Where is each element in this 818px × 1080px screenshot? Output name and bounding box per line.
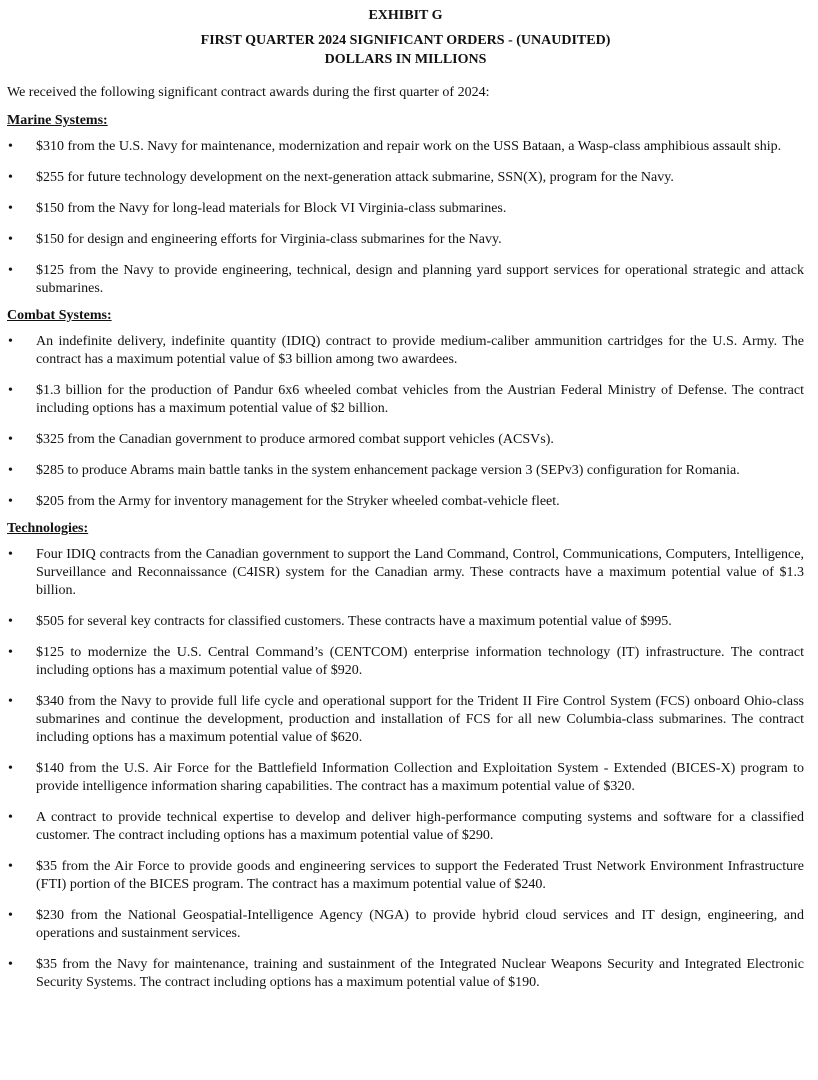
bullet-icon: • xyxy=(8,432,13,447)
bullet-icon: • xyxy=(8,547,13,562)
document-title: FIRST QUARTER 2024 SIGNIFICANT ORDERS - (UNAUDITED) xyxy=(200,33,611,48)
list-item: • $310 from the U.S. Navy for maintenance, modernization and repair work on the USS Bataan, a Wasp-class amphibious assault ship. xyxy=(8,139,782,154)
document-subtitle: DOLLARS IN MILLIONS xyxy=(324,52,487,67)
bullet-icon: • xyxy=(8,859,13,874)
section-heading-technologies: Technologies: xyxy=(7,521,89,536)
list-item: • $205 from the Army for inventory management for the Stryker wheeled combat-vehicle fleet. xyxy=(8,494,560,509)
list-item: • $340 from the Navy to provide full life cycle and operational support for the Trident II Fire Control System (FCS) onboard Ohio-class submarines and continue the development, production and installation of FCS for all new Columbia-class submarines. The contract including options has a maximum potential value of $620. xyxy=(8,694,804,745)
bullet-icon: • xyxy=(8,761,13,776)
list-item: • $505 for several key contracts for classified customers. These contracts have a maximum potential value of $995. xyxy=(8,614,672,629)
list-item: • $150 for design and engineering efforts for Virginia-class submarines for the Navy. xyxy=(8,232,502,247)
list-item: • An indefinite delivery, indefinite quantity (IDIQ) contract to provide medium-caliber ammunition cartridges for the U.S. Army. The contract has a maximum potential value of $3 billion among two awardees. xyxy=(8,334,804,367)
list-item: • A contract to provide technical expertise to develop and deliver high-performance computing systems and software for a classified customer. The contract including options has a maximum potential value of $290. xyxy=(8,810,804,843)
bullet-icon: • xyxy=(8,383,13,398)
list-item: • $125 to modernize the U.S. Central Command’s (CENTCOM) enterprise information technology (IT) infrastructure. The contract including options has a maximum potential value of $920. xyxy=(8,645,804,678)
marine-items-list xyxy=(7,138,804,298)
exhibit-label: EXHIBIT G xyxy=(368,8,443,23)
technologies-items-list xyxy=(7,546,804,992)
list-item: • $1.3 billion for the production of Pandur 6x6 wheeled combat vehicles from the Austrian Federal Ministry of Defense. The contract including options has a maximum potential value of $2 billion. xyxy=(8,383,804,416)
list-item: • Four IDIQ contracts from the Canadian government to support the Land Command, Control, Communications, Computers, Intelligence, Surveillance and Reconnaissance (C4ISR) system for the Canadian army. These contracts have a maximum potential value of $1.3 billion. xyxy=(8,547,804,598)
list-item: • $285 to produce Abrams main battle tanks in the system enhancement package version 3 (SEPv3) configuration for Romania. xyxy=(8,463,740,478)
combat-items-list xyxy=(7,333,804,511)
bullet-icon: • xyxy=(8,694,13,709)
bullet-icon: • xyxy=(8,957,13,972)
bullet-icon: • xyxy=(8,170,13,185)
bullet-icon: • xyxy=(8,645,13,660)
bullet-icon: • xyxy=(8,334,13,349)
intro-paragraph: We received the following significant contract awards during the first quarter of 2024: xyxy=(7,85,490,100)
bullet-icon: • xyxy=(8,494,13,509)
bullet-icon: • xyxy=(8,908,13,923)
bullet-icon: • xyxy=(8,139,13,154)
document-header xyxy=(7,6,804,69)
bullet-icon: • xyxy=(8,201,13,216)
section-heading-combat: Combat Systems: xyxy=(7,308,112,323)
bullet-icon: • xyxy=(8,463,13,478)
bullet-icon: • xyxy=(8,614,13,629)
list-item: • $150 from the Navy for long-lead materials for Block VI Virginia-class submarines. xyxy=(8,201,507,216)
list-item: • $230 from the National Geospatial-Intelligence Agency (NGA) to provide hybrid cloud services and IT design, engineering, and operations and sustainment services. xyxy=(8,908,804,941)
bullet-icon: • xyxy=(8,232,13,247)
section-heading-marine: Marine Systems: xyxy=(7,113,108,128)
list-item: • $35 from the Navy for maintenance, training and sustainment of the Integrated Nuclear Weapons Security and Integrated Electronic Security Systems. The contract including options has a maximum potential value of $190. xyxy=(8,957,804,990)
bullet-icon: • xyxy=(8,263,13,278)
list-item: • $140 from the U.S. Air Force for the Battlefield Information Collection and Exploitation System - Extended (BICES-X) program to provide intelligence information sharing capabilities. The contract has a maximum potential value of $320. xyxy=(8,761,804,794)
list-item: • $35 from the Air Force to provide goods and engineering services to support the Federated Trust Network Environment Infrastructure (FTI) portion of the BICES program. The contract has a maximum potential value of $240. xyxy=(8,859,804,892)
list-item: • $255 for future technology development on the next-generation attack submarine, SSN(X), program for the Navy. xyxy=(8,170,674,185)
bullet-icon: • xyxy=(8,810,13,825)
list-item: • $125 from the Navy to provide engineering, technical, design and planning yard support services for operational strategic and attack submarines. xyxy=(8,263,804,296)
list-item: • $325 from the Canadian government to produce armored combat support vehicles (ACSVs). xyxy=(8,432,554,447)
